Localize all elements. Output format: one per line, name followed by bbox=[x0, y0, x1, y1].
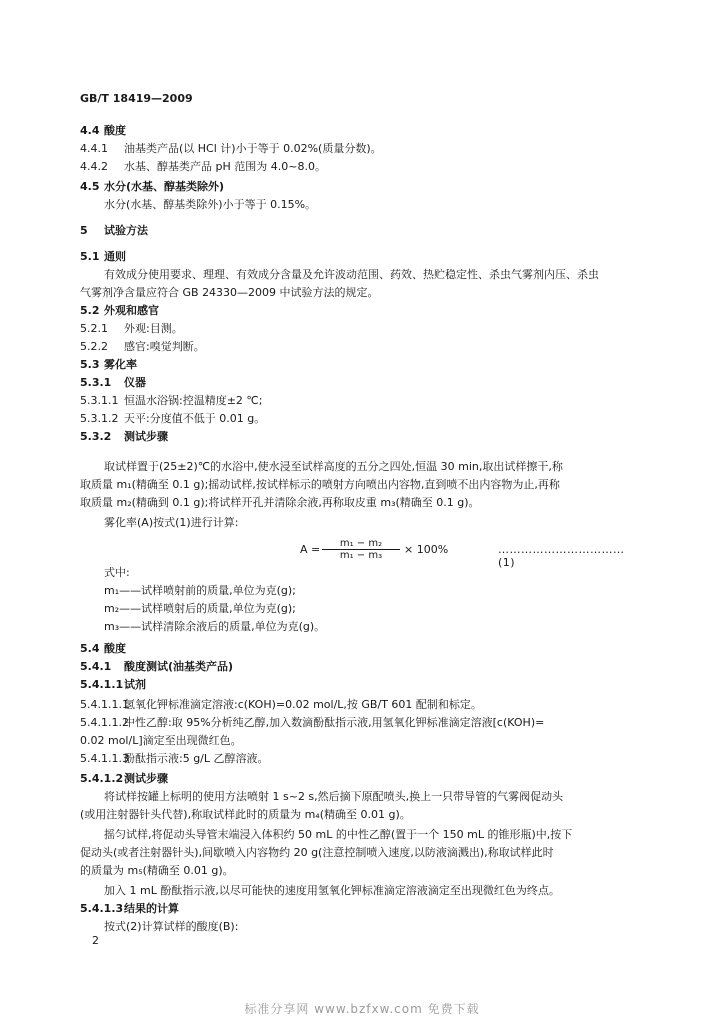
paragraph-text: 0.02 mol/L]滴定至出现微红色。 bbox=[80, 734, 242, 747]
clause-number: 5 bbox=[80, 224, 88, 237]
clause-number: 5.3.2 bbox=[80, 430, 112, 443]
text-line bbox=[0, 268, 724, 282]
text-line bbox=[0, 884, 724, 898]
clause-text: 雾化率 bbox=[104, 358, 137, 371]
clause-text: 外观:目测。 bbox=[124, 322, 183, 335]
clause-number: 4.4 bbox=[80, 124, 100, 137]
clause-number: 5.2.1 bbox=[80, 322, 108, 335]
clause-text: 酚酞指示液:5 g/L 乙醇溶液。 bbox=[124, 752, 269, 765]
text-line bbox=[0, 920, 724, 934]
clause-number: 5.4.1.1.2 bbox=[80, 716, 129, 729]
clause-number: 5.3 bbox=[80, 358, 100, 371]
text-line bbox=[0, 160, 724, 174]
text-line bbox=[0, 250, 724, 264]
paragraph-text: m₂——试样喷射后的质量,单位为克(g); bbox=[104, 602, 296, 615]
formula-1 bbox=[300, 538, 640, 569]
text-line bbox=[0, 620, 724, 634]
formula-lhs: A = bbox=[300, 543, 321, 556]
paragraph-text: 按式(2)计算试样的酸度(B): bbox=[104, 920, 239, 933]
clause-number: 5.4.1.2 bbox=[80, 772, 124, 785]
formula-fraction bbox=[322, 538, 400, 561]
clause-number: 5.4.1.1.1 bbox=[80, 698, 129, 711]
equation-number: ……………………………(1) bbox=[498, 543, 625, 569]
clause-number: 5.2.2 bbox=[80, 340, 108, 353]
text-line bbox=[0, 142, 724, 156]
text-line bbox=[0, 734, 724, 748]
clause-text: 中性乙醇:取 95%分析纯乙醇,加入数滴酚酞指示液,用氢氧化钾标准滴定溶液[c(KOH)= bbox=[124, 716, 545, 729]
text-line bbox=[0, 340, 724, 354]
clause-number: 5.2 bbox=[80, 304, 100, 317]
text-line bbox=[0, 678, 724, 692]
page-number: 2 bbox=[92, 934, 99, 947]
text-line bbox=[0, 304, 724, 318]
clause-text: 油基类产品(以 HCl 计)小于等于 0.02%(质量分数)。 bbox=[124, 142, 382, 155]
clause-text: 酸度测试(油基类产品) bbox=[124, 660, 234, 673]
clause-number: 5.4.1.1 bbox=[80, 678, 124, 691]
paragraph-text: 促动头(或者注射器针头),间歇喷入内容物约 20 g(注意控制喷入速度,以防液滴溅出),称取试样此时 bbox=[80, 846, 554, 859]
text-line bbox=[0, 902, 724, 916]
formula-numerator: m₁ − m₂ bbox=[322, 538, 400, 550]
text-line bbox=[0, 224, 724, 238]
standard-code-header: GB/T 18419—2009 bbox=[80, 92, 193, 105]
paragraph-text: 取质量 m₂(精确到 0.1 g);将试样开孔并清除余液,再称取皮重 m₃(精确至 0.1 g)。 bbox=[80, 496, 480, 509]
clause-text: 测试步骤 bbox=[124, 430, 168, 443]
text-line bbox=[0, 496, 724, 510]
clause-text: 试剂 bbox=[124, 678, 146, 691]
text-line bbox=[0, 790, 724, 804]
text-line bbox=[0, 660, 724, 674]
clause-text: 外观和感官 bbox=[104, 304, 159, 317]
text-line bbox=[0, 124, 724, 138]
paragraph-text: m₃——试样清除余液后的质量,单位为克(g)。 bbox=[104, 620, 326, 633]
clause-text: 酸度 bbox=[104, 642, 126, 655]
text-line bbox=[0, 412, 724, 426]
paragraph-text: 取试样置于(25±2)℃的水浴中,使水浸至试样高度的五分之四处,恒温 30 min,取出试样擦干,称 bbox=[104, 460, 563, 473]
clause-text: 酸度 bbox=[104, 124, 126, 137]
text-line bbox=[0, 376, 724, 390]
text-line bbox=[0, 198, 724, 212]
paragraph-text: 的质量为 m₅(精确至 0.01 g)。 bbox=[80, 864, 234, 877]
clause-number: 5.3.1.1 bbox=[80, 394, 119, 407]
clause-text: 水基、醇基类产品 pH 范围为 4.0~8.0。 bbox=[124, 160, 326, 173]
clause-number: 5.3.1.2 bbox=[80, 412, 119, 425]
paragraph-text: 将试样按罐上标明的使用方法喷射 1 s~2 s,然后摘下原配喷头,换上一只带导管的气雾阀促动头 bbox=[104, 790, 564, 803]
clause-text: 试验方法 bbox=[104, 224, 148, 237]
text-line bbox=[0, 772, 724, 786]
text-line bbox=[0, 642, 724, 656]
paragraph-text: 加入 1 mL 酚酞指示液,以尽可能快的速度用氢氧化钾标准滴定溶液滴定至出现微红色为终点。 bbox=[104, 884, 560, 897]
formula-denominator: m₁ − m₃ bbox=[339, 550, 383, 561]
clause-number: 5.4.1.1.3 bbox=[80, 752, 129, 765]
text-line bbox=[0, 516, 724, 530]
text-line bbox=[0, 180, 724, 194]
clause-number: 5.4.1.3 bbox=[80, 902, 124, 915]
clause-text: 水分(水基、醇基类除外) bbox=[104, 180, 225, 193]
clause-number: 5.3.1 bbox=[80, 376, 112, 389]
clause-text: 恒温水浴锅:控温精度±2 ℃; bbox=[124, 394, 263, 407]
text-line bbox=[0, 808, 724, 822]
text-line bbox=[0, 752, 724, 766]
paragraph-text: 气雾剂净含量应符合 GB 24330—2009 中试验方法的规定。 bbox=[80, 286, 379, 299]
clause-number: 5.4 bbox=[80, 642, 100, 655]
paragraph-text: (或用注射器针头代替),称取试样此时的质量为 m₄(精确至 0.01 g)。 bbox=[80, 808, 411, 821]
clause-number: 5.4.1 bbox=[80, 660, 112, 673]
paragraph-text: m₁——试样喷射前的质量,单位为克(g); bbox=[104, 584, 296, 597]
text-line bbox=[0, 602, 724, 616]
clause-text: 感官:嗅觉判断。 bbox=[124, 340, 205, 353]
paragraph-text: 有效成分使用要求、理理、有效成分含量及允许波动范围、药效、热贮稳定性、杀虫气雾剂内压、杀虫 bbox=[104, 268, 599, 281]
text-line bbox=[0, 358, 724, 372]
clause-number: 4.5 bbox=[80, 180, 100, 193]
text-line bbox=[0, 460, 724, 474]
clause-number: 4.4.1 bbox=[80, 142, 108, 155]
clause-text: 氢氧化钾标准滴定溶液:c(KOH)=0.02 mol/L,按 GB/T 601 配制和标定。 bbox=[124, 698, 482, 711]
text-line bbox=[0, 584, 724, 598]
clause-number: 4.4.2 bbox=[80, 160, 108, 173]
text-line bbox=[0, 698, 724, 712]
text-line bbox=[0, 286, 724, 300]
formula-multiplier: × 100% bbox=[404, 543, 449, 556]
paragraph-text: 水分(水基、醇基类除外)小于等于 0.15%。 bbox=[104, 198, 317, 211]
clause-text: 测试步骤 bbox=[124, 772, 168, 785]
clause-text: 结果的计算 bbox=[124, 902, 179, 915]
text-line bbox=[0, 828, 724, 842]
clause-text: 天平:分度值不低于 0.01 g。 bbox=[124, 412, 266, 425]
text-line bbox=[0, 478, 724, 492]
paragraph-text: 式中: bbox=[104, 566, 130, 579]
text-line bbox=[0, 716, 724, 730]
text-line bbox=[0, 394, 724, 408]
clause-text: 仪器 bbox=[124, 376, 146, 389]
text-line bbox=[0, 846, 724, 860]
clause-number: 5.1 bbox=[80, 250, 100, 263]
text-line bbox=[0, 864, 724, 878]
paragraph-text: 取质量 m₁(精确至 0.1 g);摇动试样,按试样标示的喷射方向喷出内容物,直到喷不出内容物为止,再称 bbox=[80, 478, 560, 491]
text-line bbox=[0, 322, 724, 336]
text-line bbox=[0, 430, 724, 444]
watermark-footer: 标准分享网 www.bzfxw.com 免费下载 bbox=[244, 1002, 480, 1016]
paragraph-text: 雾化率(A)按式(1)进行计算: bbox=[104, 516, 239, 529]
clause-text: 通则 bbox=[104, 250, 126, 263]
paragraph-text: 摇匀试样,将促动头导管末端浸入体积约 50 mL 的中性乙醇(置于一个 150 mL 的锥形瓶)中,按下 bbox=[104, 828, 573, 841]
